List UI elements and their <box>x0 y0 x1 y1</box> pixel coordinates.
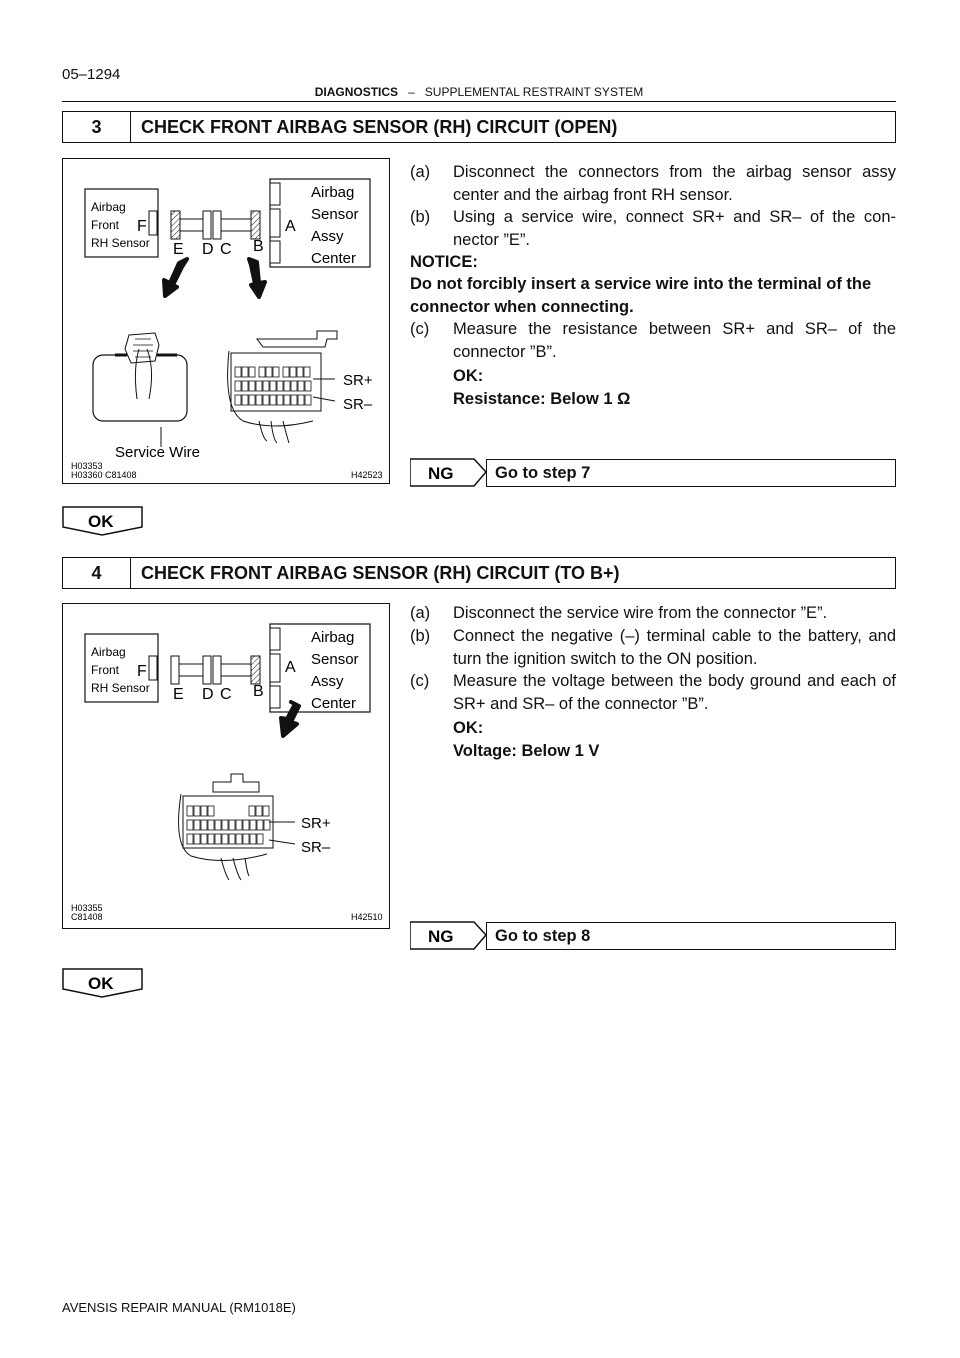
conn-a-label: A <box>285 659 296 676</box>
notice-text: Do not forcibly insert a service wire into the terminal of the connector when connecting. <box>410 275 872 316</box>
conn-f-label: F <box>137 663 147 680</box>
item-label: (b) <box>410 208 431 226</box>
step-3-title: CHECK FRONT AIRBAG SENSOR (RH) CIRCUIT (OPEN) <box>141 117 618 137</box>
item-text: Connect the negative (–) terminal cable to the battery, and turn the ignition switch to the ON position. <box>453 627 896 668</box>
sr-plus-label: SR+ <box>343 372 373 389</box>
step-4-ng-action[interactable] <box>486 922 896 950</box>
figure-code-left-1: H03353 <box>71 461 103 471</box>
sensor-label-2: Front <box>91 663 120 677</box>
conn-e <box>171 656 179 684</box>
arrow-to-conn-b <box>249 259 265 297</box>
step-3-diagram <box>63 159 389 483</box>
step-4-item-b <box>410 625 896 670</box>
step-4-figure <box>62 603 390 929</box>
header-rule <box>62 101 896 102</box>
conn-d-label: D <box>202 241 214 258</box>
conn-b-label: B <box>253 238 264 255</box>
service-wire-label: Service Wire <box>115 444 201 461</box>
center-label-2: Sensor <box>311 651 359 668</box>
notice-title: NOTICE: <box>410 253 478 271</box>
ng-action-text: Go to step 7 <box>495 464 591 482</box>
step-4-item-a <box>410 602 896 625</box>
conn-e-label: E <box>173 686 184 703</box>
conn-f-label: F <box>137 218 147 235</box>
item-text: Measure the voltage between the body ground and each of SR+ and SR– of the connector ”B”. <box>453 672 896 713</box>
step-4-title: CHECK FRONT AIRBAG SENSOR (RH) CIRCUIT (TO B+) <box>141 563 620 583</box>
ok-label: OK: <box>453 719 484 737</box>
ok-value: Voltage: Below 1 V <box>453 742 600 760</box>
step-3-ng-action[interactable] <box>486 459 896 487</box>
sensor-label-2: Front <box>91 218 120 232</box>
center-label-1: Airbag <box>311 184 355 201</box>
step-4-ng-tag <box>410 921 490 951</box>
item-text: Disconnect the connectors from the airbag sensor assy center and the airbag front RH sensor. <box>453 163 896 204</box>
conn-b <box>251 211 260 239</box>
center-label-4: Center <box>311 695 357 712</box>
center-label-4: Center <box>311 250 357 267</box>
conn-b-label: B <box>253 683 264 700</box>
page-footer: AVENSIS REPAIR MANUAL (RM1018E) <box>62 1300 296 1315</box>
connector-e-plug <box>125 333 159 363</box>
page-number: 05–1294 <box>62 66 121 83</box>
sr-minus-label: SR– <box>343 396 373 413</box>
step-4-number: 4 <box>63 558 131 588</box>
step-4-item-c <box>410 670 896 715</box>
step-3-figure <box>62 158 390 484</box>
ok-button-label: OK <box>88 512 114 531</box>
ng-label: NG <box>428 464 454 483</box>
step-4-header <box>62 557 896 589</box>
sensor-label-3: RH Sensor <box>91 681 150 695</box>
conn-c <box>213 211 221 239</box>
conn-f <box>149 211 157 235</box>
step-3-item-a <box>410 161 896 206</box>
figure-code-left-1: H03355 <box>71 903 103 913</box>
step-3-ok-tag[interactable] <box>62 506 144 536</box>
step-4-diagram <box>63 604 389 928</box>
center-label-1: Airbag <box>311 629 355 646</box>
item-label: (a) <box>410 163 431 181</box>
ng-action-text: Go to step 8 <box>495 927 591 945</box>
conn-a-label: A <box>285 218 296 235</box>
header-section: DIAGNOSTICS <box>314 85 399 99</box>
center-label-3: Assy <box>311 673 344 690</box>
connector-b-drawing <box>179 774 295 880</box>
center-label-3: Assy <box>311 228 344 245</box>
conn-d-label: D <box>202 686 214 703</box>
header-dash: – <box>408 85 415 99</box>
step-4-ok-tag[interactable] <box>62 968 144 998</box>
step-3-item-c <box>410 318 896 363</box>
item-text: Disconnect the service wire from the connector ”E”. <box>453 604 828 622</box>
ok-label: OK: <box>453 367 484 385</box>
step-3-item-b <box>410 206 896 251</box>
connector-b-drawing <box>228 331 337 443</box>
item-label: (c) <box>410 672 430 690</box>
figure-code-right: H42510 <box>351 912 383 922</box>
sr-minus-label: SR– <box>301 839 331 856</box>
conn-d <box>203 211 211 239</box>
sensor-label-3: RH Sensor <box>91 236 150 250</box>
conn-c-label: C <box>220 686 232 703</box>
item-label: (a) <box>410 604 431 622</box>
running-header <box>62 85 896 99</box>
conn-e <box>171 211 180 239</box>
conn-c <box>213 656 221 684</box>
ok-value: Resistance: Below 1 Ω <box>453 390 631 408</box>
center-label-2: Sensor <box>311 206 359 223</box>
item-text: Measure the resistance between SR+ and SR– of the connector ”B”. <box>453 320 896 361</box>
figure-code-right: H42523 <box>351 470 383 480</box>
step-3-number: 3 <box>63 112 131 142</box>
sr-plus-label: SR+ <box>301 815 331 832</box>
conn-d <box>203 656 211 684</box>
item-label: (b) <box>410 627 431 645</box>
figure-code-left-2: H03360 C81408 <box>71 470 137 480</box>
conn-f <box>149 656 157 680</box>
conn-c-label: C <box>220 241 232 258</box>
ok-button-label: OK <box>88 974 114 993</box>
item-text: Using a service wire, connect SR+ and SR– of the con- nector ”E”. <box>453 208 896 249</box>
ng-label: NG <box>428 927 454 946</box>
sensor-label-1: Airbag <box>91 645 126 659</box>
conn-e-label: E <box>173 241 184 258</box>
step-3-ng-tag <box>410 458 490 488</box>
arrow-to-conn-e <box>164 259 187 296</box>
sensor-label-1: Airbag <box>91 200 126 214</box>
conn-b <box>251 656 260 684</box>
figure-code-left-2: C81408 <box>71 912 103 922</box>
header-subsection: SUPPLEMENTAL RESTRAINT SYSTEM <box>424 85 644 99</box>
service-wire-box <box>93 355 187 421</box>
step-3-header <box>62 111 896 143</box>
item-label: (c) <box>410 320 430 338</box>
